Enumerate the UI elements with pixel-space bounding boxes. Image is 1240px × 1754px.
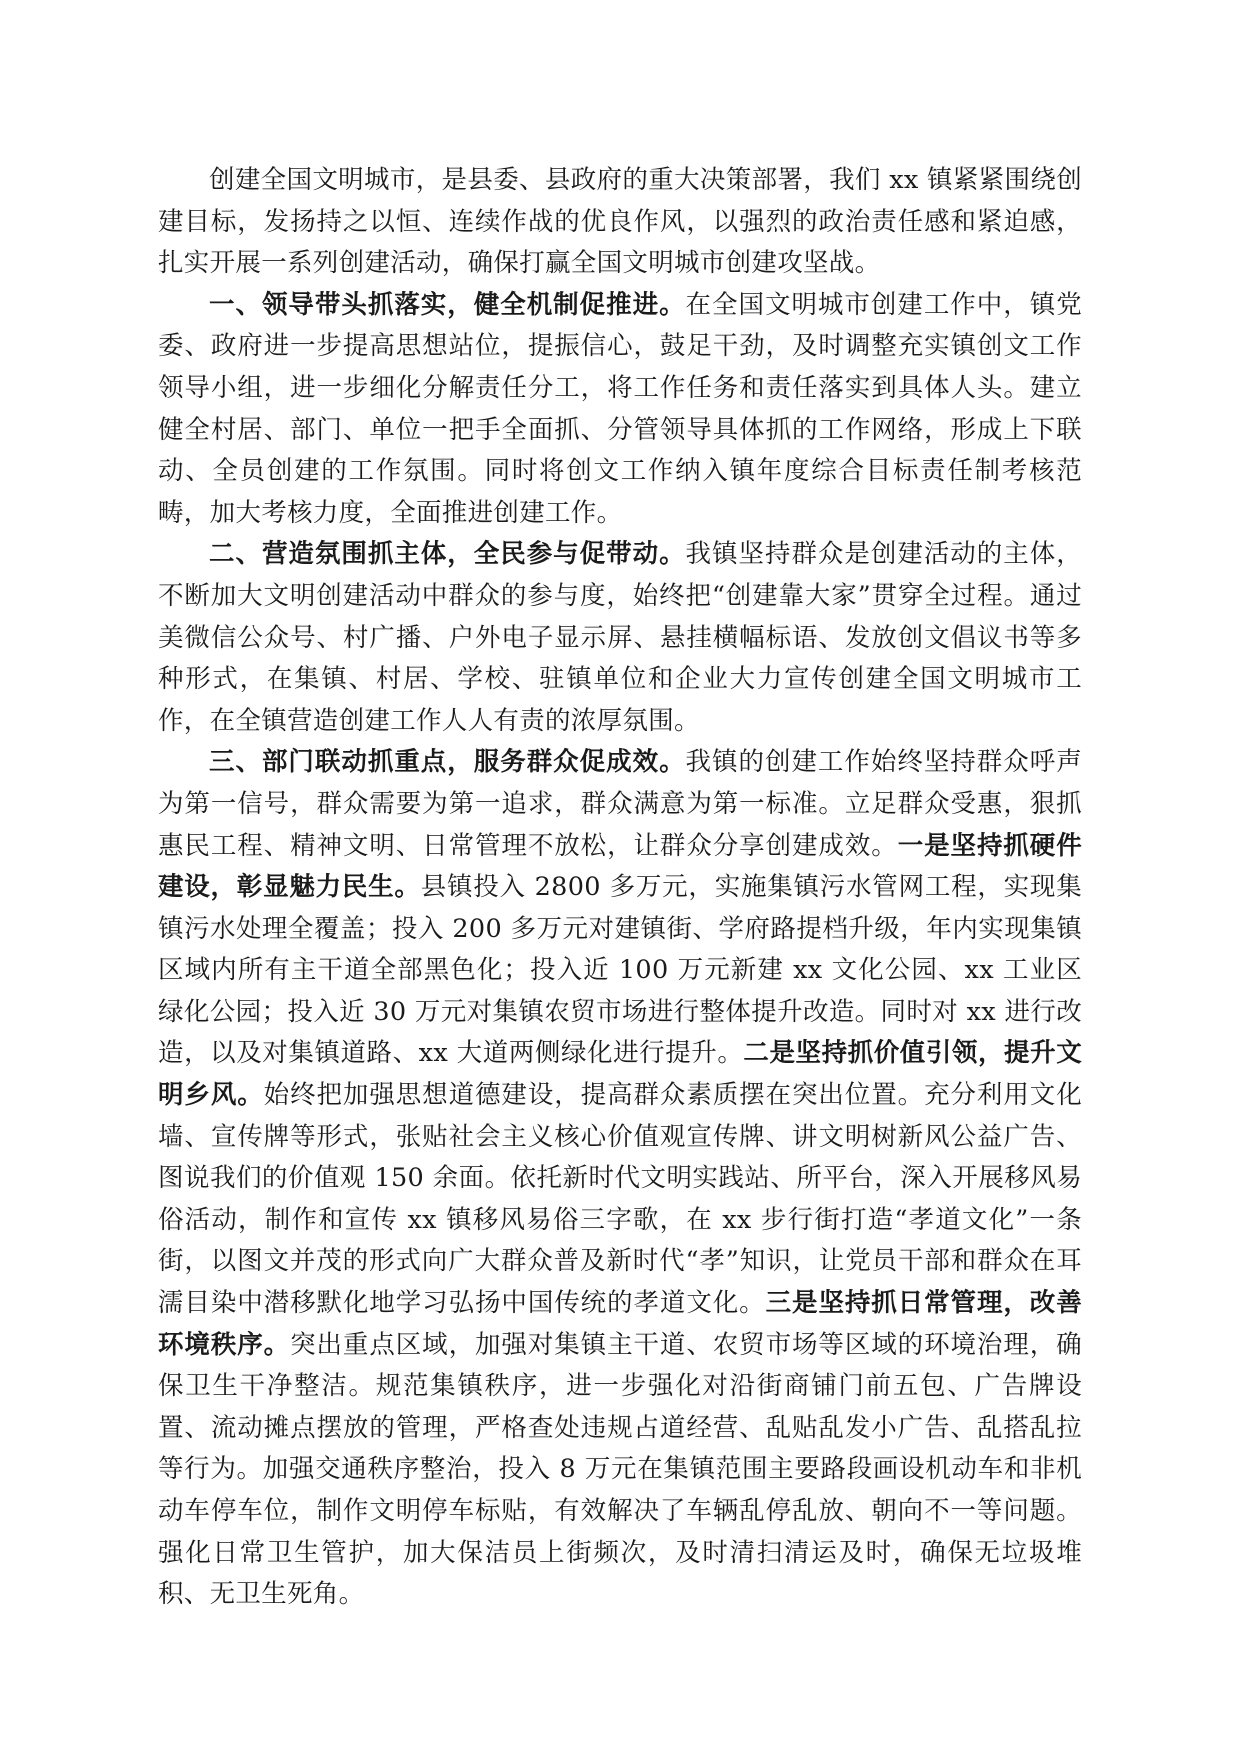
document-body xyxy=(158,160,1082,1616)
paragraph-text: 我镇的创建工作始终坚持群众呼声为第一信号，群众需要为第一追求，群众满意为第一标准。立足群众受惠，狠抓惠民工程、精神文明、日常管理不放松，让群众分享创建成效。 xyxy=(158,747,1082,861)
paragraph-text: 在全国文明城市创建工作中，镇党委、政府进一步提高思想站位，提振信心，鼓足干劲，及时调整充实镇创文工作领导小组，进一步细化分解责任分工，将工作任务和责任落实到具体人头。建立健全村居、部门、单位一把手全面抓、分管领导具体抓的工作网络，形成上下联动、全员创建的工作氛围。同时将创文工作纳入镇年度综合目标责任制考核范畴，加大考核力度，全面推进创建工作。 xyxy=(158,289,1082,528)
section-two-heading: 二、营造氛围抓主体，全民参与促带动。 xyxy=(209,539,686,570)
section-two-paragraph xyxy=(158,534,1082,742)
paragraph-text: 我镇坚持群众是创建活动的主体，不断加大文明创建活动中群众的参与度，始终把“创建靠大家”贯穿全过程。通过美微信公众号、村广播、户外电子显示屏、悬挂横幅标语、发放创文倡议书等多种形式，在集镇、村居、学校、驻镇单位和企业大力宣传创建全国文明城市工作，在全镇营造创建工作人人有责的浓厚氛围。 xyxy=(158,539,1082,736)
point-one-heading: 一是坚持抓硬件建设，彰显魅力民生。 xyxy=(158,830,1082,903)
paragraph-text: 突出重点区域，加强对集镇主干道、农贸市场等区域的环境治理，确保卫生干净整洁。规范集镇秩序，进一步强化对沿街商铺门前五包、广告牌设置、流动摊点摆放的管理，严格查处违规占道经营、乱贴乱发小广告、乱搭乱拉等行为。加强交通秩序整治，投入 8 万元在集镇范围主要路段画设机动车和非机动车停车位，制作文明停车标贴，有效解决了车辆乱停乱放、朝向不一等问题。强化日常卫生管护，加大保洁员上街频次，及时清扫清运及时，确保无垃圾堆积、无卫生死角。 xyxy=(158,1329,1082,1610)
point-two-heading: 二是坚持抓价值引领，提升文明乡风。 xyxy=(158,1038,1082,1111)
point-three-heading: 三是坚持抓日常管理，改善环境秩序。 xyxy=(158,1288,1082,1360)
paragraph-text: 县镇投入 2800 多万元，实施集镇污水管网工程，实现集镇污水处理全覆盖；投入 200 多万元对建镇街、学府路提档升级，年内实现集镇区域内所有主干道全部黑色化；投入近 100 万元新建 xx 文化公园、xx 工业区绿化公园；投入近 30 万元对集镇农贸市场进行整体提升改造。同时对 xx 进行改造，以及对集镇道路、xx 大道两侧绿化进行提升。 xyxy=(158,872,1082,1069)
paragraph-text: 始终把加强思想道德建设，提高群众素质摆在突出位置。充分利用文化墙、宣传牌等形式，张贴社会主义核心价值观宣传牌、讲文明树新风公益广告、图说我们的价值观 150 余面。依托新时代文明实践站、所平台，深入开展移风易俗活动，制作和宣传 xx 镇移风易俗三字歌，在 xx 步行街打造“孝道文化”一条街，以图文并茂的形式向广大群众普及新时代“孝”知识，让党员干部和群众在耳濡目染中潜移默化地学习弘扬中国传统的孝道文化。 xyxy=(158,1080,1082,1319)
intro-paragraph xyxy=(158,160,1082,285)
section-one-paragraph xyxy=(158,285,1082,535)
section-three-heading: 三、部门联动抓重点，服务群众促成效。 xyxy=(209,747,686,778)
section-one-heading: 一、领导带头抓落实，健全机制促推进。 xyxy=(209,289,686,320)
section-three-paragraph xyxy=(158,742,1082,1615)
paragraph-text: 创建全国文明城市，是县委、县政府的重大决策部署，我们 xx 镇紧紧围绕创建目标，发扬持之以恒、连续作战的优良作风，以强烈的政治责任感和紧迫感，扎实开展一系列创建活动，确保打赢全国文明城市创建攻坚战。 xyxy=(158,165,1082,279)
